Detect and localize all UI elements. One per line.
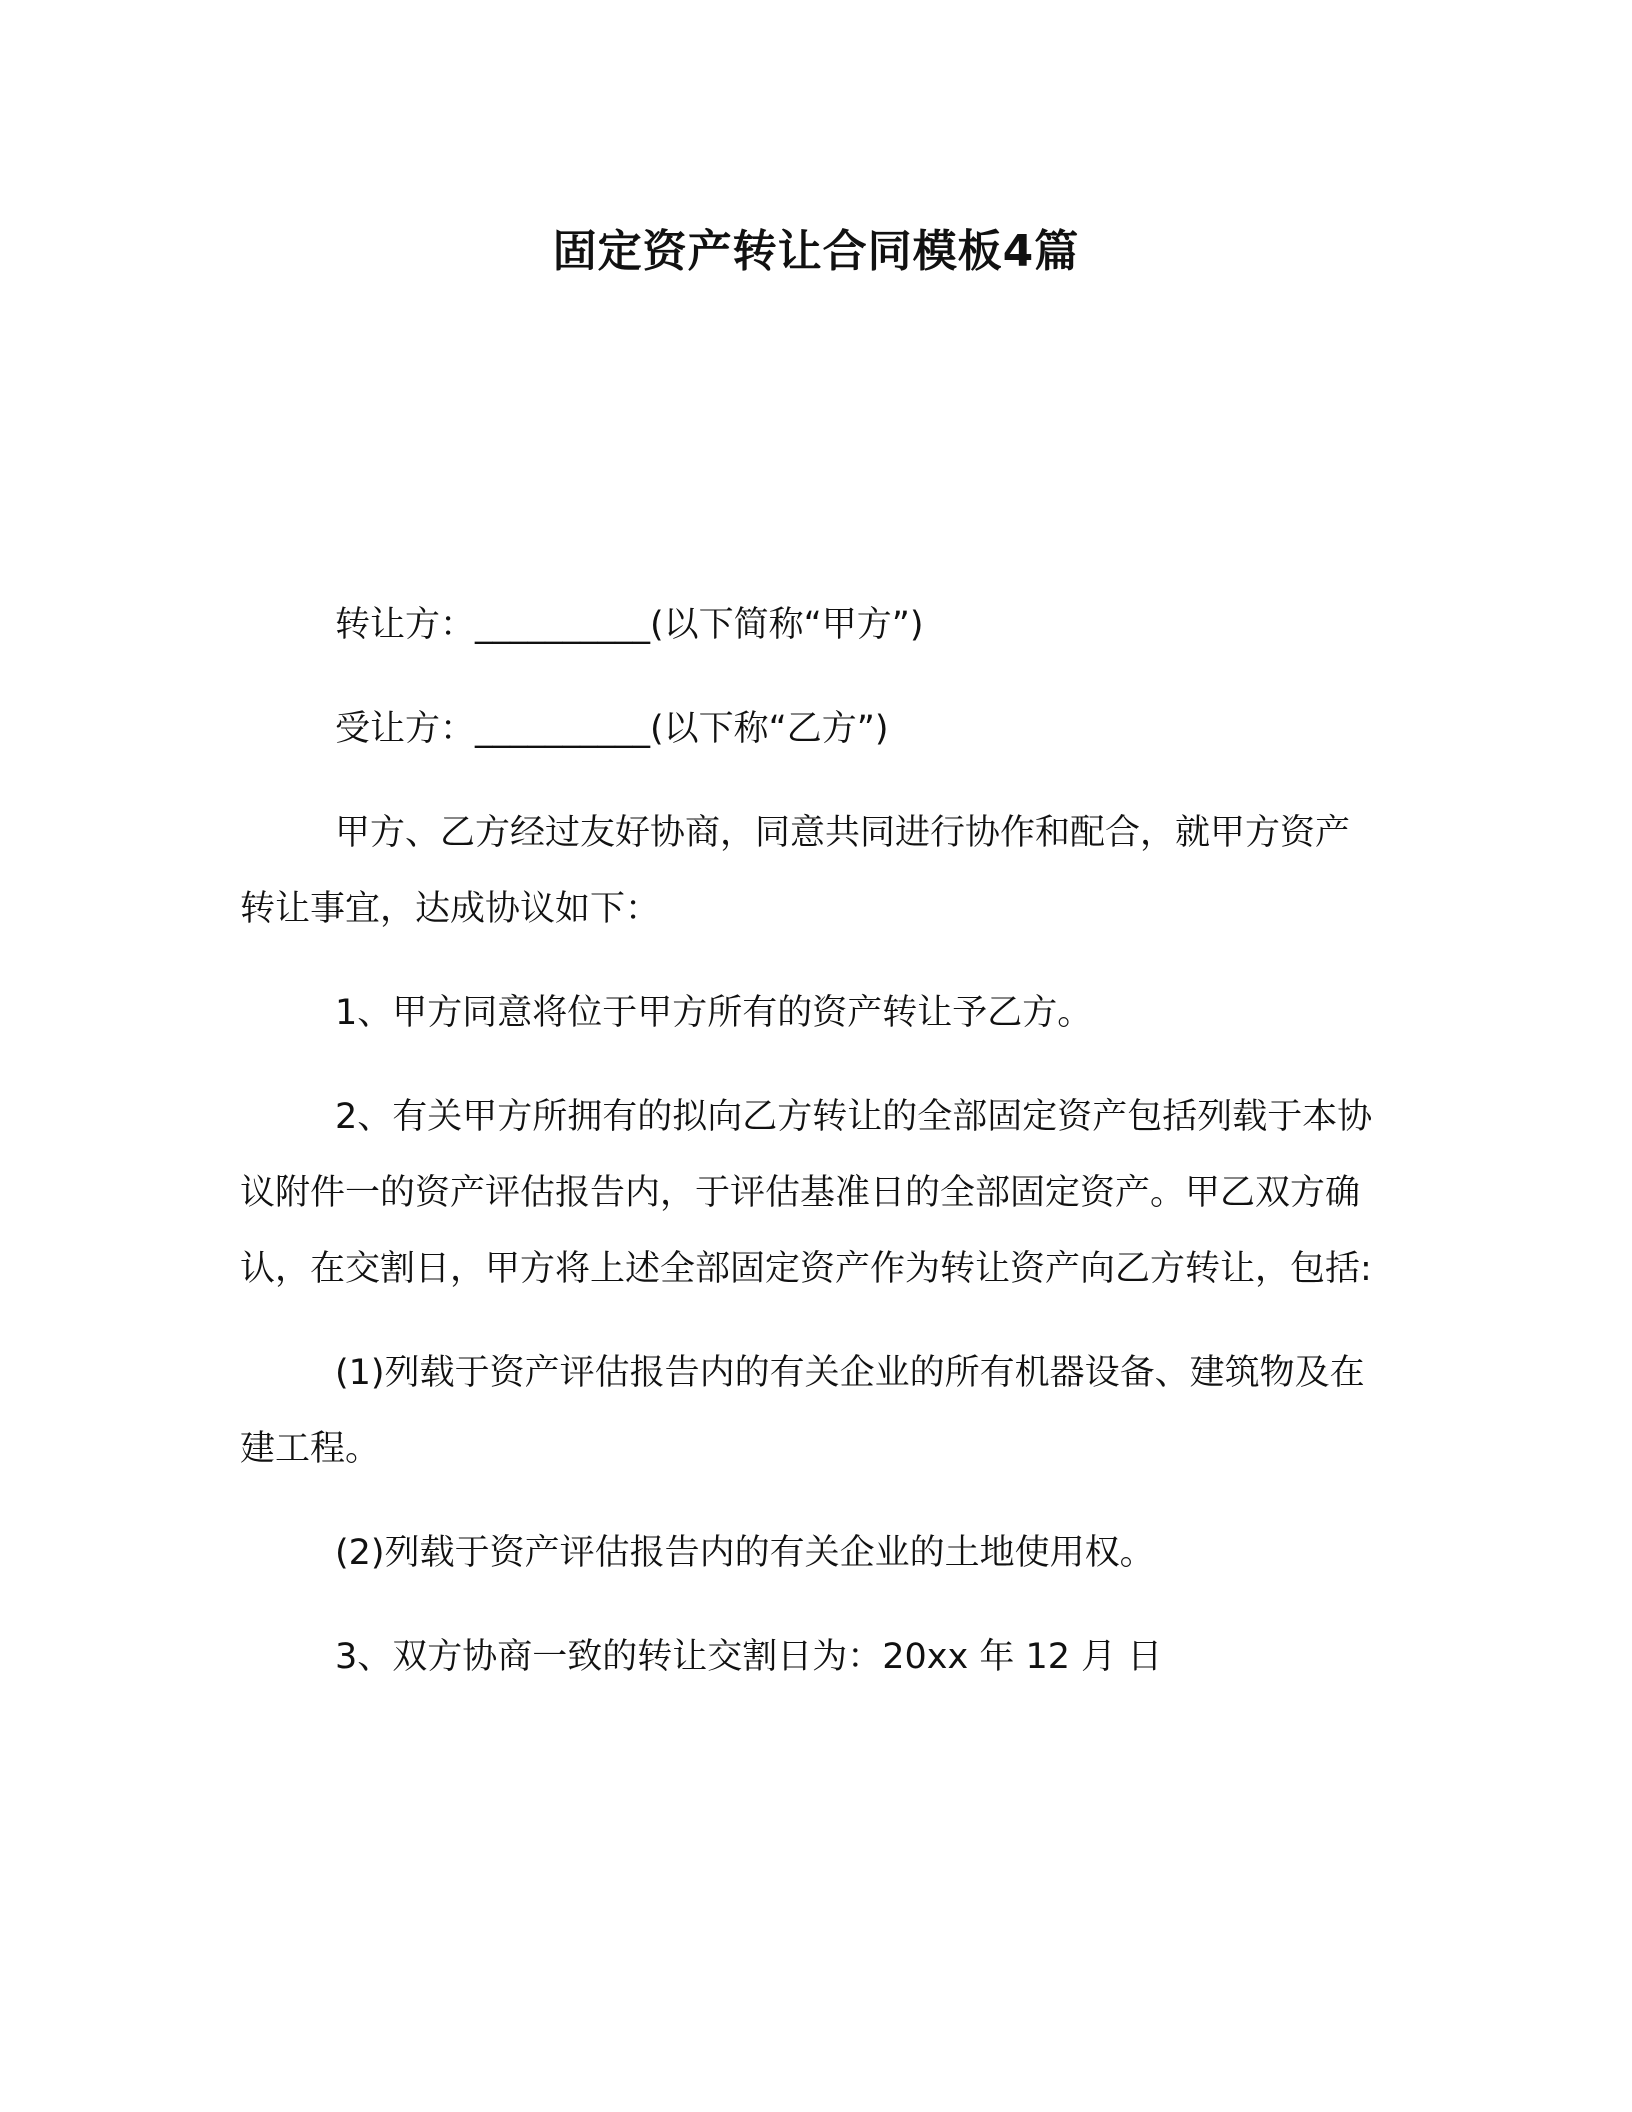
clause-1: 1、甲方同意将位于甲方所有的资产转让予乙方。 — [335, 993, 1093, 1033]
paragraph-transferee: 受让方：__________(以下称“乙方”) — [335, 709, 889, 749]
clause-2-item-2: (2)列载于资产评估报告内的有关企业的土地使用权。 — [335, 1533, 1155, 1573]
document-title: 固定资产转让合同模板4篇 — [552, 226, 1080, 277]
clause-2-item-1: (1)列载于资产评估报告内的有关企业的所有机器设备、建筑物及在建工程。 — [240, 1353, 1365, 1469]
paragraph-transferor: 转让方：__________(以下简称“甲方”) — [335, 605, 924, 645]
clause-2: 2、有关甲方所拥有的拟向乙方转让的全部固定资产包括列载于本协议附件一的资产评估报告内，于评估基准日的全部固定资产。甲乙双方确认，在交割日，甲方将上述全部固定资产作为转让资产向乙方转让，包括: — [240, 1097, 1373, 1289]
clause-3: 3、双方协商一致的转让交割日为：20xx 年 12 月 日 — [335, 1637, 1163, 1677]
paragraph-preamble: 甲方、乙方经过友好协商，同意共同进行协作和配合，就甲方资产转让事宜，达成协议如下： — [240, 813, 1351, 929]
document-body — [240, 587, 1382, 1723]
